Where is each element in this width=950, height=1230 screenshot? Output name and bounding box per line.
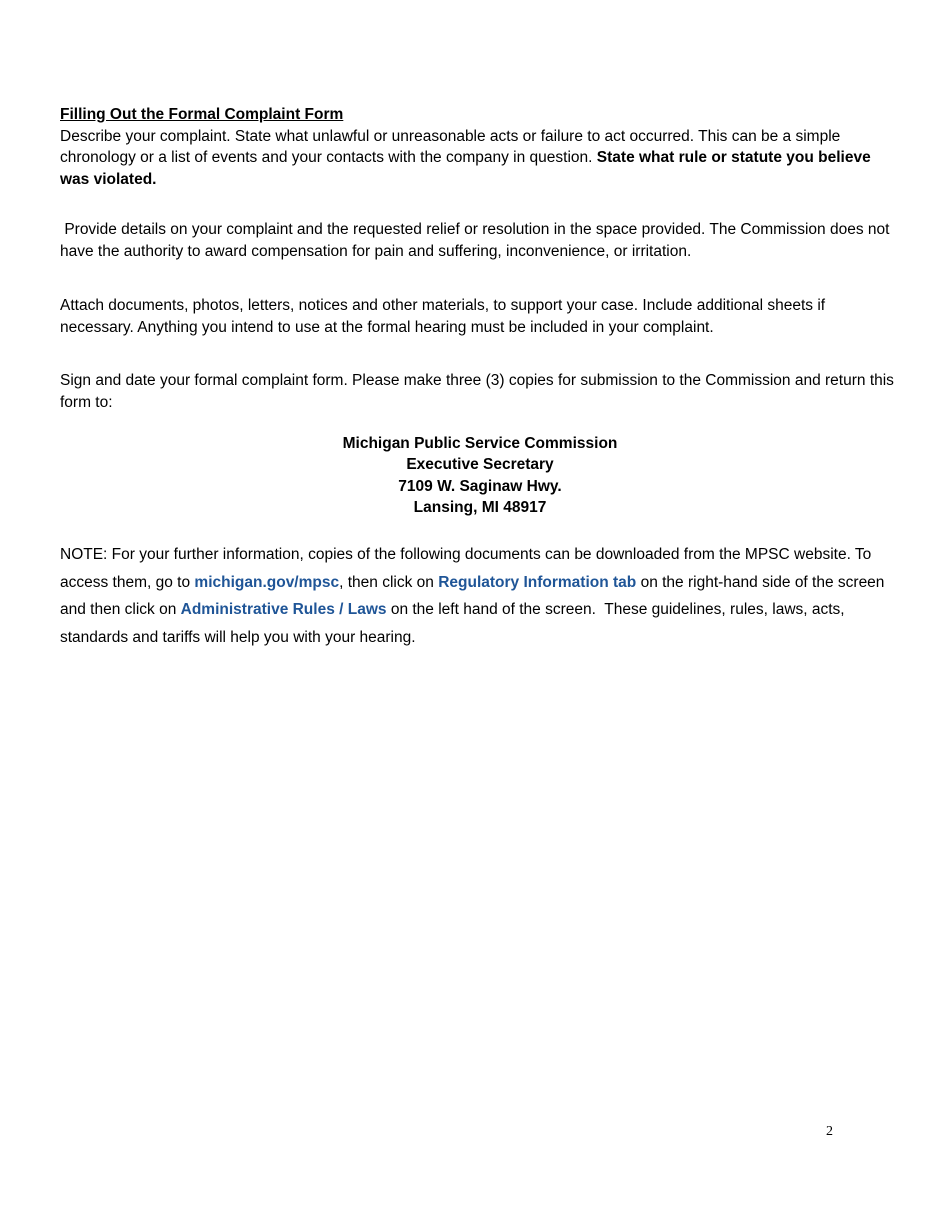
regulatory-information-link[interactable]: Regulatory Information tab [438,573,637,591]
mpsc-website-link[interactable]: michigan.gov/mpsc [194,573,340,591]
section-heading: Filling Out the Formal Complaint Form [60,106,344,123]
address-line-4: Lansing, MI 48917 [413,498,547,516]
mailing-address [60,433,900,518]
page-number: 2 [826,1124,833,1139]
note-text-2: , then click on [339,573,439,591]
address-line-1: Michigan Public Service Commission [342,435,618,452]
note-paragraph [60,541,900,651]
note-text-1: NOTE: For your further information, copies of the following documents can be downloaded from the MPSC website. To access them, go to [60,546,872,591]
note-text-4: on the left hand of the screen. These guidelines, rules, laws, acts, standards and tariffs will help you with your hearing. [60,601,849,646]
paragraph-sign: Sign and date your formal complaint form. Please make three (3) copies for submission to the Commission and return this form to: [60,372,894,411]
paragraph-describe [60,126,900,191]
address-line-2: Executive Secretary [406,456,554,474]
note-text-3: on the right-hand side of the screen and then click on [60,573,889,619]
paragraph-attach: Attach documents, photos, letters, notices and other materials, to support your case. Include additional sheets if necessary. Anything you intend to use at the formal hearing must be included in your complaint. [60,297,826,336]
address-line-3: 7109 W. Saginaw Hwy. [398,477,562,495]
paragraph-describe-bold: State what rule or statute you believe was violated. [60,149,871,188]
paragraph-details: Provide details on your complaint and the requested relief or resolution in the space provided. The Commission does not have the authority to award compensation for pain and suffering, inconvenience, or irritation. [60,221,894,260]
administrative-rules-link[interactable]: Administrative Rules / Laws [180,601,387,619]
paragraph-describe-text: Describe your complaint. State what unlawful or unreasonable acts or failure to act occurred. This can be a simple chronology or a list of events and your contacts with the company in question. [60,127,841,166]
document-body [60,104,900,651]
